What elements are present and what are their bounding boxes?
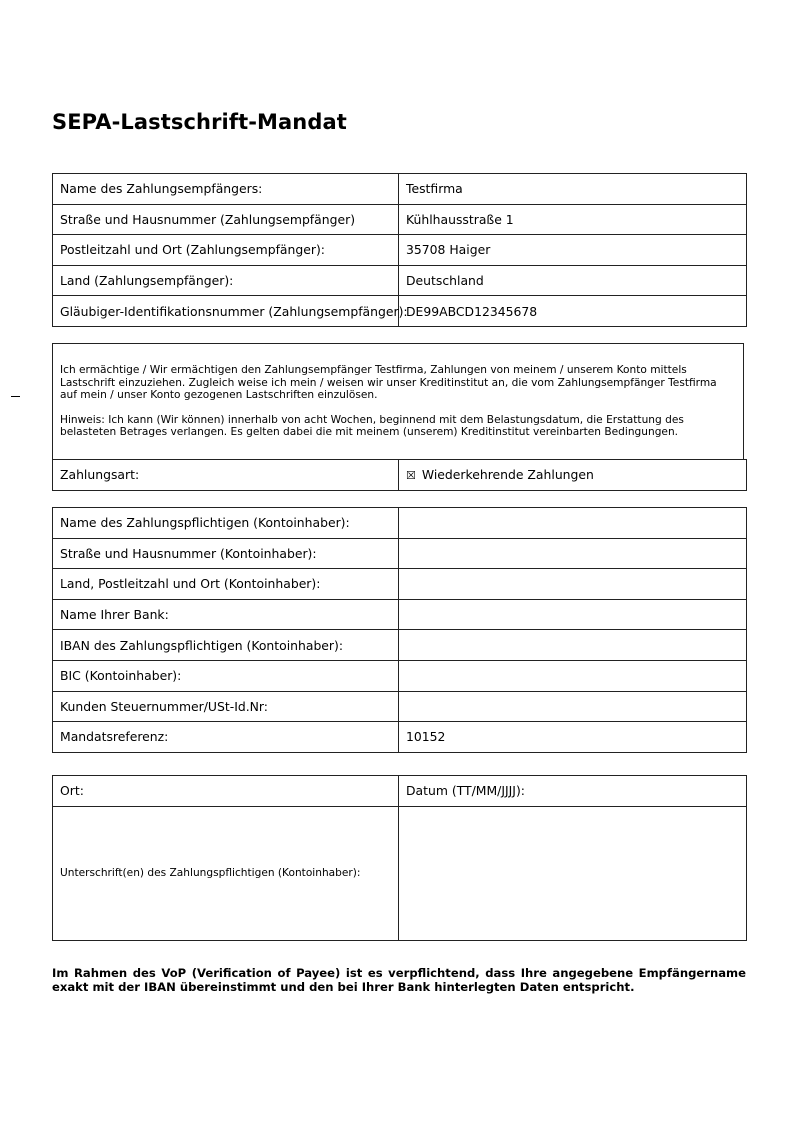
tax-id-field[interactable] (399, 691, 747, 722)
table-row (53, 204, 747, 235)
debtor-name-label: Name des Zahlungspflichtigen (Kontoinhaber): (53, 508, 399, 539)
creditor-postcode-city-label: Postleitzahl und Ort (Zahlungsempfänger): (53, 235, 399, 266)
creditor-country-value: Deutschland (399, 265, 747, 296)
payment-type-table (52, 459, 747, 491)
creditor-country-label: Land (Zahlungsempfänger): (53, 265, 399, 296)
authorization-text: Ich ermächtige / Wir ermächtigen den Zahlungsempfänger Testfirma, Zahlungen von meinem / unserem Konto mittels Lastschrift einzuziehen. Zugleich weise ich mein / weisen wir unser Kreditinstitut an, die vom Zahlungsempfänger Testfirma auf mein / unser Konto gezogenen Lastschriften einzulösen. (60, 364, 717, 402)
creditor-street-value: Kühlhausstraße 1 (399, 204, 747, 235)
table-row (53, 265, 747, 296)
creditor-name-label: Name des Zahlungsempfängers: (53, 174, 399, 205)
creditor-table (52, 173, 747, 327)
mandate-reference-label: Mandatsreferenz: (53, 722, 399, 753)
creditor-id-label: Gläubiger-Identifikationsnummer (Zahlungsempfänger): (53, 296, 399, 327)
hint-text: Hinweis: Ich kann (Wir können) innerhalb von acht Wochen, beginnend mit dem Belastungsdatum, die Erstattung des belasteten Betrages verlangen. Es gelten dabei die mit meinem (unserem) Kreditinstitut vereinbarten Bedingungen. (60, 413, 684, 439)
creditor-street-label: Straße und Hausnummer (Zahlungsempfänger) (53, 204, 399, 235)
table-row (53, 806, 747, 940)
date-field[interactable]: Datum (TT/MM/JJJJ): (399, 776, 747, 807)
checked-checkbox-icon[interactable]: ☒ (406, 469, 416, 483)
table-row (53, 569, 747, 600)
place-field[interactable]: Ort: (53, 776, 399, 807)
iban-field[interactable] (399, 630, 747, 661)
creditor-postcode-city-value: 35708 Haiger (399, 235, 747, 266)
table-row (53, 630, 747, 661)
debtor-table (52, 507, 747, 753)
table-row (53, 722, 747, 753)
page-title: SEPA-Lastschrift-Mandat (52, 110, 347, 134)
bic-field[interactable] (399, 660, 747, 691)
bank-name-field[interactable] (399, 599, 747, 630)
table-row (53, 599, 747, 630)
creditor-id-value: DE99ABCD12345678 (399, 296, 747, 327)
signature-table (52, 775, 747, 941)
payment-type-value: Wiederkehrende Zahlungen (421, 467, 594, 483)
debtor-country-city-label: Land, Postleitzahl und Ort (Kontoinhaber): (53, 569, 399, 600)
signature-label: Unterschrift(en) des Zahlungspflichtigen (Kontoinhaber): (53, 806, 399, 940)
table-row (53, 235, 747, 266)
payment-type-label: Zahlungsart: (53, 460, 399, 491)
payment-type-value-cell[interactable] (399, 460, 747, 491)
table-row (53, 508, 747, 539)
debtor-name-field[interactable] (399, 508, 747, 539)
table-row (53, 174, 747, 205)
mandate-text-box (52, 343, 744, 459)
table-row (53, 296, 747, 327)
debtor-country-city-field[interactable] (399, 569, 747, 600)
bank-name-label: Name Ihrer Bank: (53, 599, 399, 630)
table-row (53, 538, 747, 569)
debtor-street-field[interactable] (399, 538, 747, 569)
debtor-street-label: Straße und Hausnummer (Kontoinhaber): (53, 538, 399, 569)
signature-field[interactable] (399, 806, 747, 940)
table-row (53, 776, 747, 807)
vop-notice: Im Rahmen des VoP (Verification of Payee) ist es verpflichtend, dass Ihre angegebene Empfängername exakt mit der IBAN übereinstimmt und den bei Ihrer Bank hinterlegten Daten entspricht. (52, 966, 746, 994)
bic-label: BIC (Kontoinhaber): (53, 660, 399, 691)
creditor-name-value: Testfirma (399, 174, 747, 205)
tax-id-label: Kunden Steuernummer/USt-Id.Nr: (53, 691, 399, 722)
table-row (53, 660, 747, 691)
table-row (53, 691, 747, 722)
iban-label: IBAN des Zahlungspflichtigen (Kontoinhaber): (53, 630, 399, 661)
table-row (53, 460, 747, 491)
mandate-reference-value: 10152 (399, 722, 747, 753)
fold-mark (11, 396, 20, 397)
